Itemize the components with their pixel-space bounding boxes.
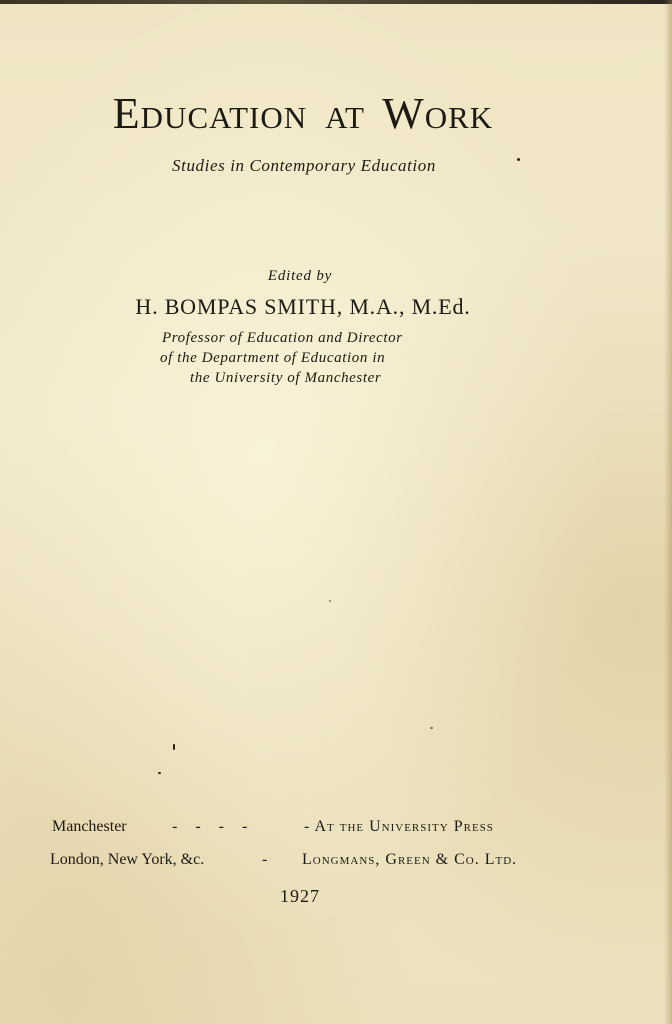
affiliation-line-3: the University of Manchester bbox=[190, 370, 382, 386]
affiliation-line-2: of the Department of Education in bbox=[160, 350, 386, 366]
affiliation-line-1: Professor of Education and Director bbox=[162, 330, 403, 346]
paper-speck bbox=[158, 772, 161, 774]
paper-speck bbox=[517, 158, 520, 161]
imprint-place-london: London, New York, &c. bbox=[50, 851, 205, 868]
book-subtitle: Studies in Contemporary Education bbox=[172, 156, 436, 175]
paper-speck bbox=[329, 600, 331, 602]
page-right-edge-shadow bbox=[664, 0, 672, 1024]
imprint-publisher-longmans: Longmans, Green & Co. Ltd. bbox=[302, 851, 518, 868]
paper-speck bbox=[430, 727, 433, 729]
edited-by-label: Edited by bbox=[267, 268, 333, 284]
imprint-publisher-1-dash: - bbox=[304, 818, 315, 835]
editor-name: H. BOMPAS SMITH, M.A., M.Ed. bbox=[135, 294, 471, 319]
imprint-place-manchester: Manchester bbox=[52, 818, 127, 835]
imprint-publisher-1-text: At the University Press bbox=[314, 818, 494, 835]
imprint-publisher-university-press bbox=[304, 818, 494, 836]
publication-year: 1927 bbox=[280, 886, 320, 906]
imprint-dashes-1: - - - - bbox=[172, 818, 248, 835]
book-title: Education at Work bbox=[112, 89, 494, 138]
page-top-edge bbox=[0, 0, 672, 4]
paper-speck bbox=[173, 744, 175, 750]
imprint-dashes-2: - bbox=[262, 851, 268, 868]
